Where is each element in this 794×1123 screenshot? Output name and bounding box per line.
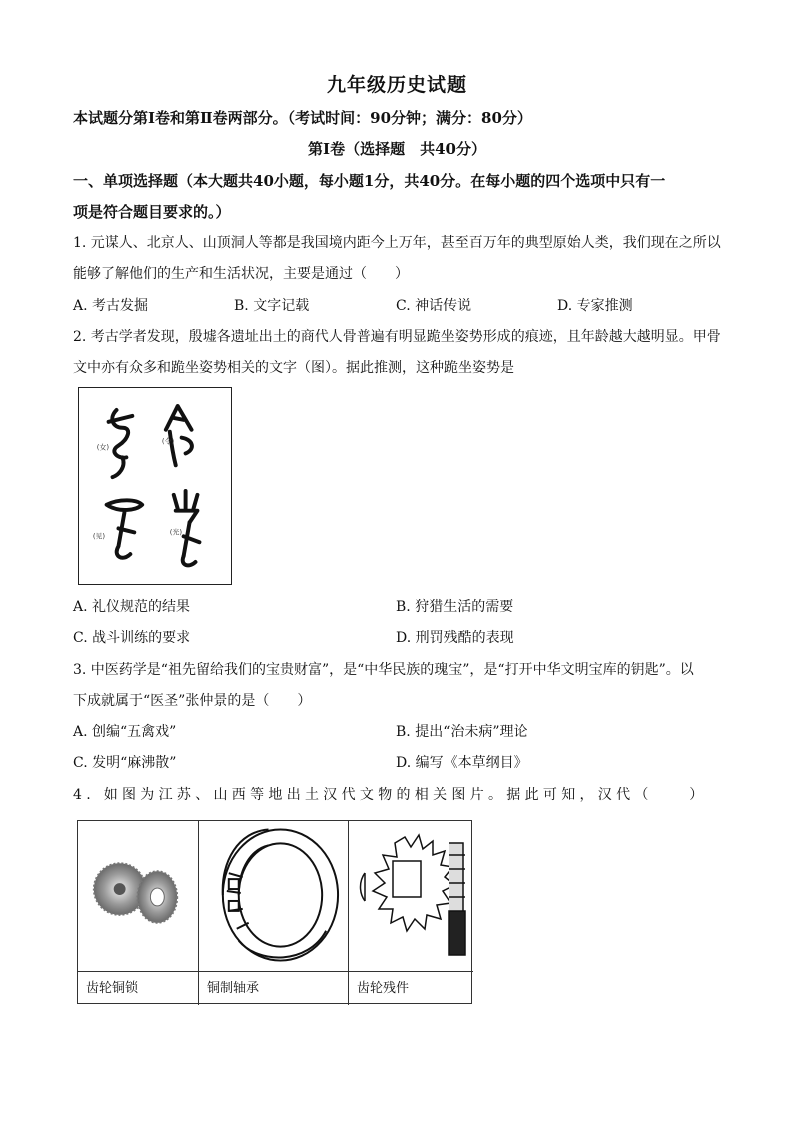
han-artifacts-figure — [77, 820, 472, 1004]
artifact-cell-gear-lock — [78, 821, 199, 1005]
q2-option-c[interactable]: C. 战斗训练的要求 — [73, 630, 191, 646]
caption-gear-lock: 齿轮铜锁 — [78, 971, 198, 1006]
q3-stem-line2: 下成就属于“医圣”张仲景的是（ ） — [73, 693, 312, 709]
q3-option-a[interactable]: A. 创编“五禽戏” — [73, 724, 177, 740]
q3-option-d[interactable]: D. 编写《本草纲目》 — [396, 755, 528, 771]
glyph-label-ling: (令) — [161, 437, 175, 446]
q2-option-a[interactable]: A. 礼仪规范的结果 — [73, 599, 191, 615]
caption-gear-fragment: 齿轮残件 — [349, 971, 473, 1006]
glyph-label-guang: (光) — [169, 528, 183, 537]
q1-option-c[interactable]: C. 神话传说 — [396, 298, 472, 314]
q1-stem-line2: 能够了解他们的生产和生活状况，主要是通过（ ） — [73, 266, 409, 282]
q1-option-b[interactable]: B. 文字记载 — [234, 298, 310, 314]
bronze-bearing-image — [199, 821, 348, 971]
section-heading: 第Ⅰ卷（选择题 共40分） — [308, 140, 486, 158]
gear-bronze-lock-image — [78, 821, 198, 971]
part-heading-line2: 项是符合题目要求的。） — [73, 203, 231, 221]
caption-bearing: 铜制轴承 — [199, 971, 348, 1006]
page-title: 九年级历史试题 — [326, 74, 467, 96]
glyph-label-jian: (见) — [92, 532, 106, 541]
q1-option-d[interactable]: D. 专家推测 — [557, 298, 633, 314]
q2-option-d[interactable]: D. 刑罚残酷的表现 — [396, 630, 514, 646]
artifact-cell-gear-fragment — [349, 821, 473, 1005]
gear-fragment-image — [349, 821, 473, 971]
q4-stem-line1: 4. 如图为江苏、山西等地出土汉代文物的相关图片。据此可知，汉代（ ） — [73, 787, 708, 803]
oracle-bone-characters-image — [79, 388, 231, 584]
q3-option-b[interactable]: B. 提出“治未病”理论 — [396, 724, 528, 740]
oracle-bone-figure — [78, 387, 232, 585]
q2-stem-line1: 2. 考古学者发现，殷墟各遗址出土的商代人骨普遍有明显跪坐姿势形成的痕迹，且年龄越大越明显。甲骨 — [73, 329, 721, 345]
q2-option-b[interactable]: B. 狩猎生活的需要 — [396, 599, 514, 615]
q3-option-c[interactable]: C. 发明“麻沸散” — [73, 755, 177, 771]
q1-option-a[interactable]: A. 考古发掘 — [73, 298, 149, 314]
exam-intro: 本试题分第Ⅰ卷和第Ⅱ卷两部分。（考试时间：90分钟；满分：80分） — [73, 109, 532, 127]
q3-stem-line1: 3. 中医药学是“祖先留给我们的宝贵财富”，是“中华民族的瑰宝”，是“打开中华文明宝库的钥匙”。以 — [73, 662, 694, 678]
part-heading-line1: 一、单项选择题（本大题共40小题，每小题1分，共40分。在每小题的四个选项中只有一 — [73, 172, 666, 190]
glyph-label-nv: (女) — [96, 443, 110, 452]
q2-stem-line2: 文中亦有众多和跪坐姿势相关的文字（图）。据此推测，这种跪坐姿势是 — [73, 360, 514, 376]
q1-stem-line1: 1. 元谋人、北京人、山顶洞人等都是我国境内距今上万年，甚至百万年的典型原始人类，我们现在之所以 — [73, 235, 721, 251]
artifact-cell-bearing — [199, 821, 349, 1005]
